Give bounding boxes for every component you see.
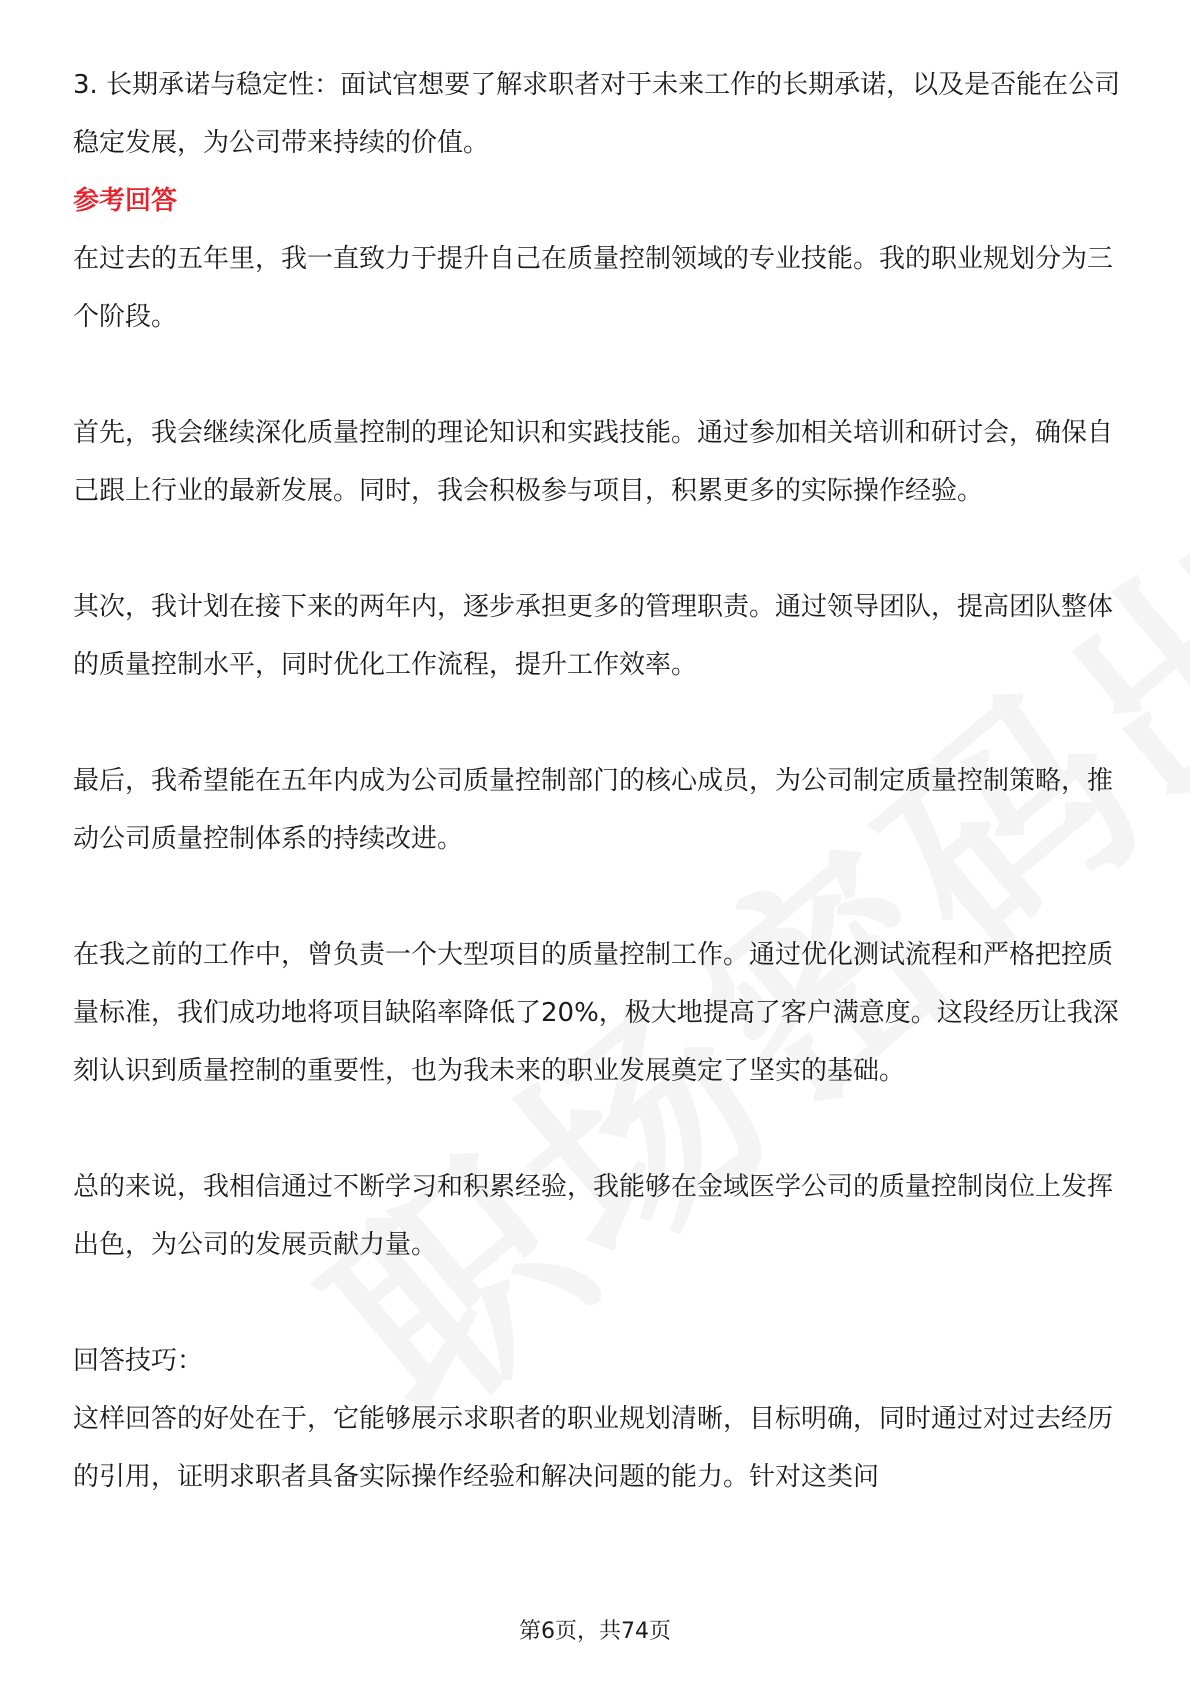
answer-paragraph: 最后，我希望能在五年内成为公司质量控制部门的核心成员，为公司制定质量控制策略，推动公司质量控制体系的持续改进。 — [73, 766, 1114, 854]
answer-paragraph: 总的来说，我相信通过不断学习和积累经验，我能够在金域医学公司的质量控制岗位上发挥出色，为公司的发展贡献力量。 — [73, 1172, 1114, 1260]
paragraph-gap — [73, 346, 1123, 404]
paragraph-gap — [73, 694, 1123, 752]
paragraph-gap — [73, 1100, 1123, 1158]
paragraph-gap — [73, 868, 1123, 926]
answer-paragraph: 在过去的五年里，我一直致力于提升自己在质量控制领域的专业技能。我的职业规划分为三个阶段。 — [73, 244, 1114, 332]
answer-paragraph: 其次，我计划在接下来的两年内，逐步承担更多的管理职责。通过领导团队，提高团队整体的质量控制水平，同时优化工作流程，提升工作效率。 — [73, 592, 1114, 680]
tips-text: 这样回答的好处在于，它能够展示求职者的职业规划清晰，目标明确，同时通过对过去经历的引用，证明求职者具备实际操作经验和解决问题的能力。针对这类问 — [73, 1404, 1114, 1492]
answer-paragraph: 首先，我会继续深化质量控制的理论知识和实践技能。通过参加相关培训和研讨会，确保自己跟上行业的最新发展。同时，我会积极参与项目，积累更多的实际操作经验。 — [73, 418, 1114, 506]
tips-heading: 回答技巧： — [73, 1346, 204, 1376]
paragraph-gap — [73, 520, 1123, 578]
paragraph-gap — [73, 1274, 1123, 1332]
intro-item: 3. 长期承诺与稳定性：面试官想要了解求职者对于未来工作的长期承诺，以及是否能在公司稳定发展，为公司带来持续的价值。 — [73, 70, 1121, 158]
reference-answer-heading: 参考回答 — [73, 186, 178, 216]
answer-paragraph: 在我之前的工作中，曾负责一个大型项目的质量控制工作。通过优化测试流程和严格把控质量标准，我们成功地将项目缺陷率降低了20%，极大地提高了客户满意度。这段经历让我深刻认识到质量控制的重要性，也为我未来的职业发展奠定了坚实的基础。 — [73, 940, 1119, 1086]
document-body — [73, 56, 1123, 1506]
page-footer: 第6页，共74页 — [519, 1619, 671, 1644]
